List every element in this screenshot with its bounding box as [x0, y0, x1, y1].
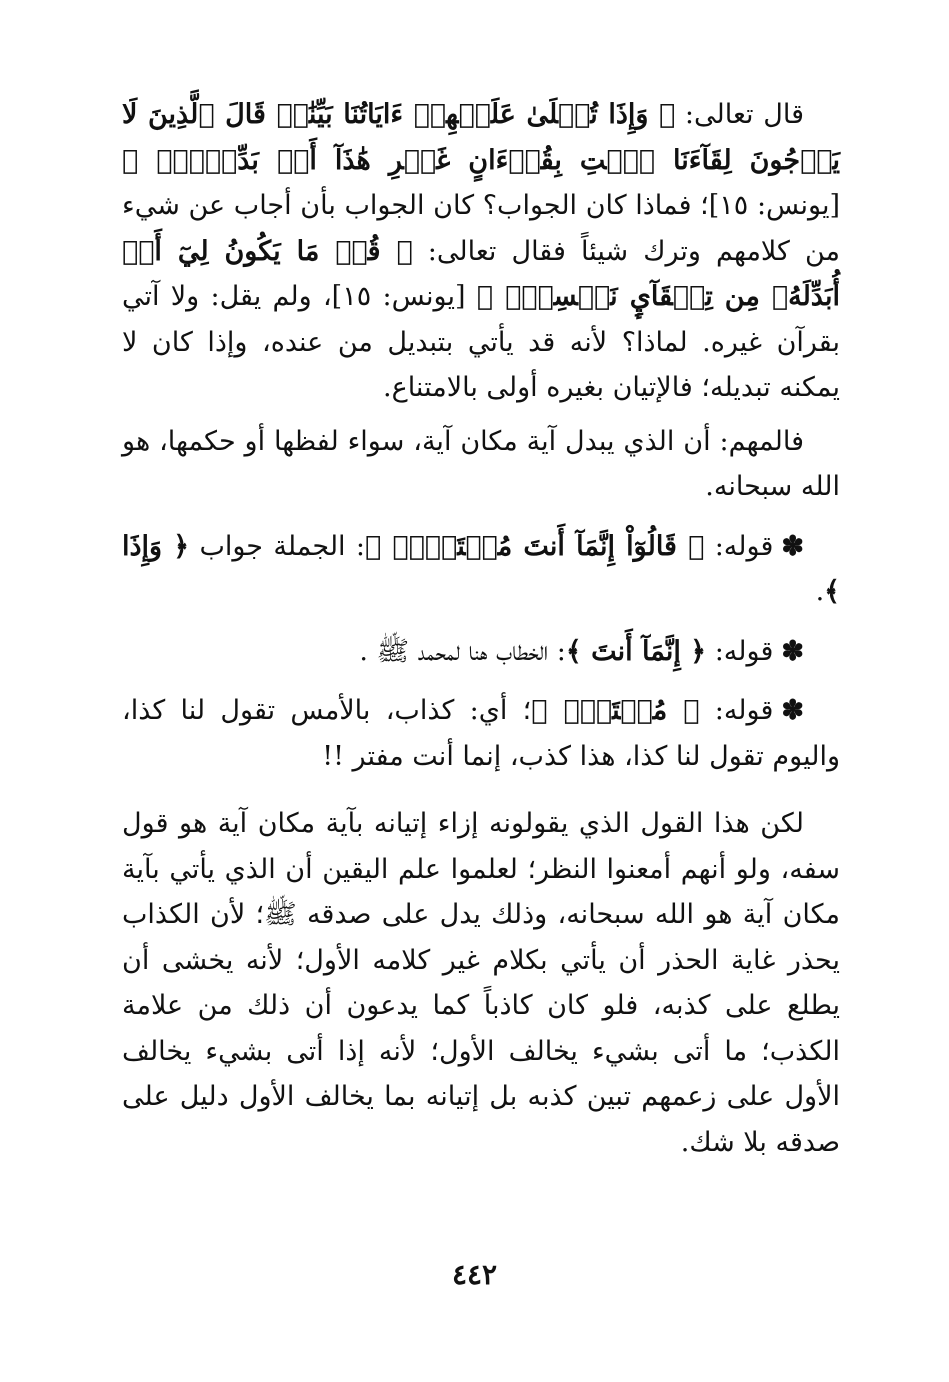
- page-number: ٤٤٢: [451, 1258, 498, 1291]
- text-run: [يونس: ١٥]، ولم يقل: ولا آتي بقرآن غيره. لماذا؟ لأنه قد يأتي بتبديل من عنده، وإذا كان لا يمكنه تبديله؛ فالإتيان بغيره أولى بالامتناع.: [122, 281, 840, 403]
- quran-verse: ﴿ قَالُوٓاْ إِنَّمَآ أَنتَ مُفۡتَرِۭۚ ﴾: [365, 530, 705, 562]
- commentary-item: [122, 688, 840, 779]
- quran-verse: ﴿ وَإِذَا ﴾: [122, 530, 840, 607]
- quran-verse: ﴿ وَإِذَا تُتۡلَىٰ عَلَيۡهِمۡ ءَايَاتُنَا بَيِّنَٰتٖ قَالَ ٱلَّذِينَ لَا يَرۡجُونَ لِقَآءَنَا ٱئۡتِ بِقُرۡءَانٍ غَيۡرِ هَٰذَآ أَوۡ بَدِّلۡهُۚ ﴾: [122, 99, 840, 176]
- quran-verse: ﴿ قُلۡ مَا يَكُونُ لِيٓ أَنۡ أُبَدِّلَهُۥ مِن تِلۡقَآيِٕ نَفۡسِيٓۖ ﴾: [122, 235, 840, 312]
- page-body: [122, 92, 840, 1165]
- bullet-star-icon: ✽: [781, 530, 804, 562]
- text-run: قوله:: [704, 530, 774, 562]
- paragraph-argument: لكن هذا القول الذي يقولونه إزاء إتيانه بآية مكان آية هو قول سفه، ولو أنهم أمعنوا النظر؛ لعلموا علم اليقين أن الذي يأتي بآية مكان آية هو الله سبحانه، وذلك يدل على صدقه ﷺ؛ لأن الكذاب يحذر غاية الحذر أن يأتي بكلام غير كلامه الأول؛ لأنه يخشى أن يطلع على كذبه، فلو كان كاذباً كما يدعون أن ذلك من علامة الكذب؛ ما أتى بشيء يخالف الأول؛ لأنه إذا أتى بشيء يخالف الأول على زعمهم تبين كذبه بل إتيانه بما يخالف الأول دليل على صدقه بلا شك.: [122, 808, 840, 1158]
- text-run: قوله:: [706, 635, 774, 667]
- paragraph-conclusion: فالمهم: أن الذي يبدل آية مكان آية، سواء لفظها أو حكمها، هو الله سبحانه.: [122, 425, 840, 502]
- text-run: قال تعالى:: [675, 99, 804, 130]
- quran-verse: ﴿ مُفۡتَرِۭ ﴾: [531, 695, 700, 726]
- text-run: ؛ أي: كذاب، بالأمس تقول لنا كذا، واليوم تقول لنا كذا، هذا كذب، إنما أنت مفتر !!: [122, 695, 840, 772]
- text-run: .: [815, 576, 825, 607]
- commentary-item: [122, 629, 840, 675]
- paragraph-verse-quote: [122, 92, 840, 411]
- bullet-star-icon: ✽: [781, 695, 805, 726]
- text-run: : الخطاب هنا لمحمد ﷺ .: [359, 635, 566, 667]
- commentary-item: [122, 524, 840, 615]
- text-run: [يونس: ١٥]؛ فماذا كان الجواب؟ كان الجواب بأن أجاب عن شيء من كلامهم وترك شيئاً فقال تعالى:: [122, 190, 840, 267]
- bullet-star-icon: ✽: [781, 635, 804, 667]
- text-run: : الجملة جواب: [189, 530, 366, 562]
- text-run: قوله:: [699, 695, 774, 726]
- quran-verse: ﴿ إِنَّمَآ أَنتَ ﴾: [565, 635, 707, 667]
